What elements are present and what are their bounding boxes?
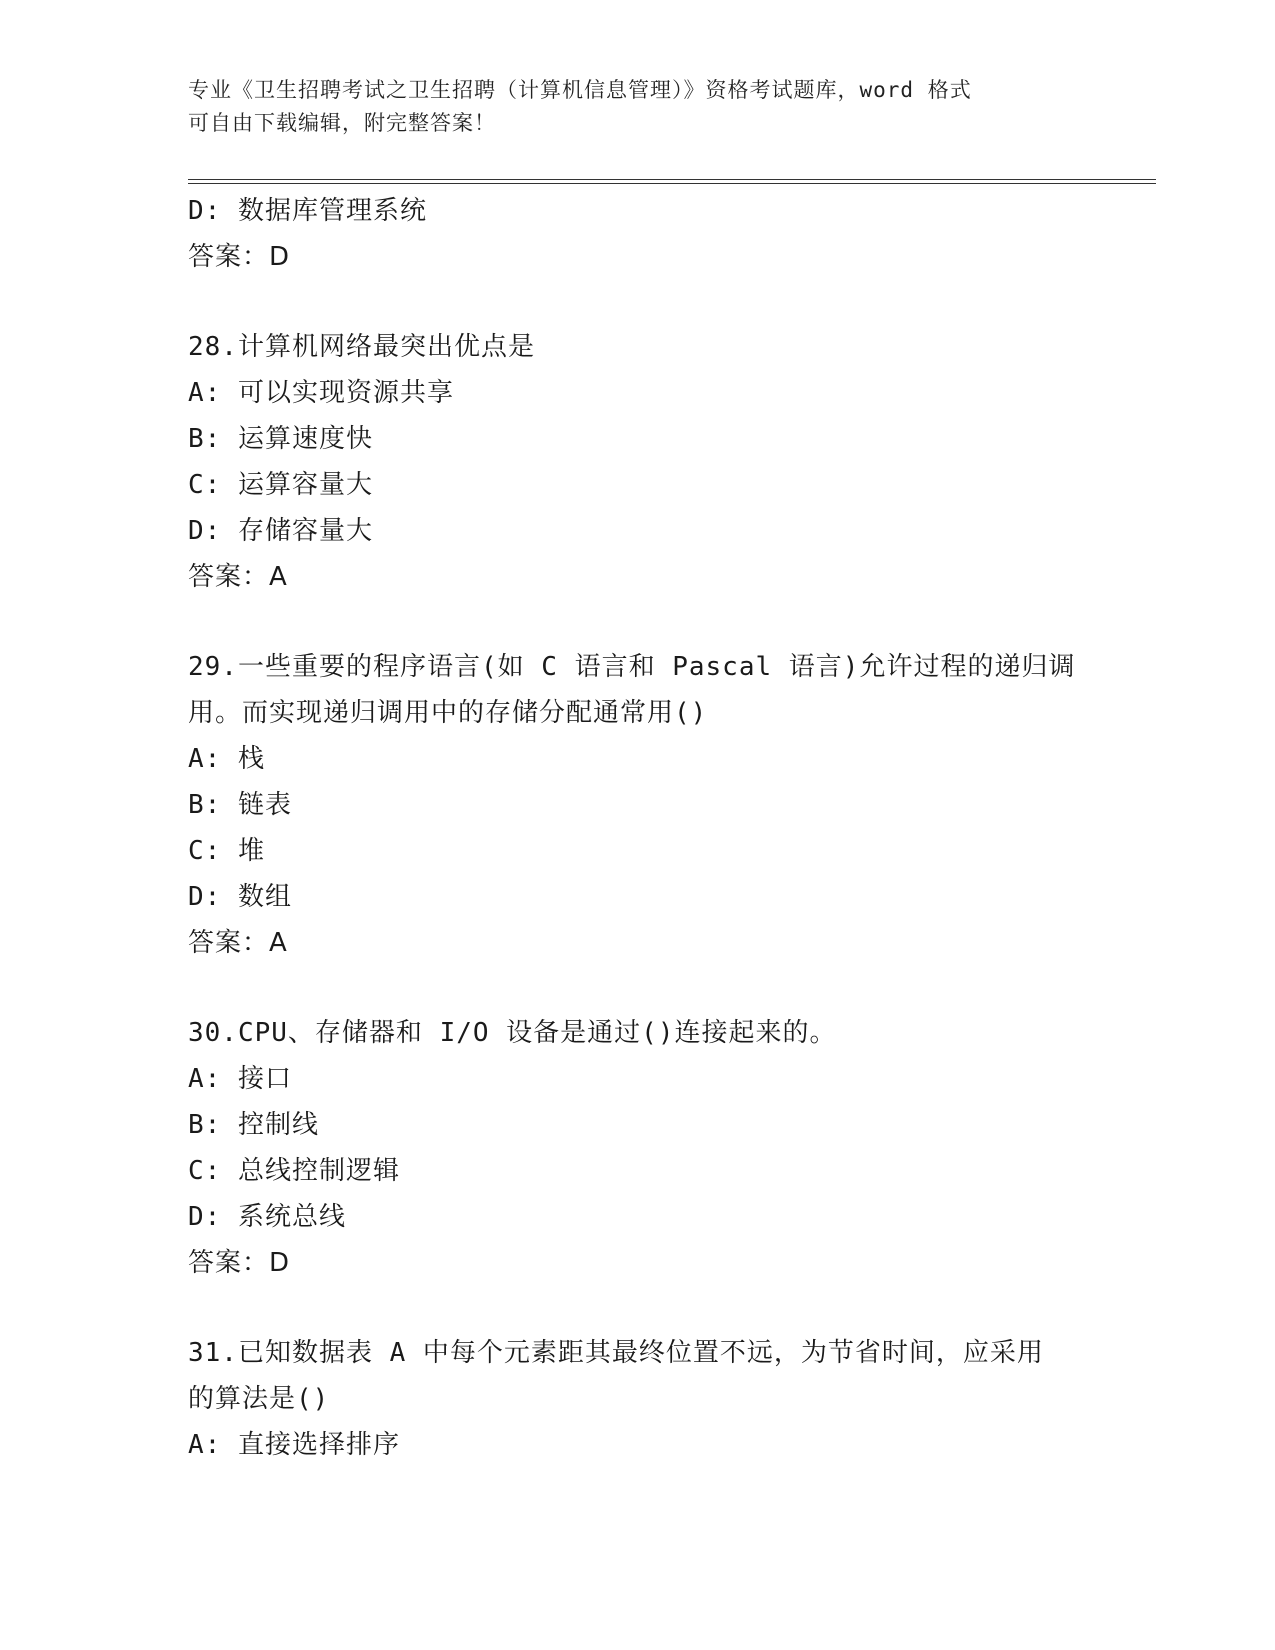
option-c: C: 堆: [188, 836, 265, 866]
option-a: A: 栈: [188, 744, 265, 774]
answer-text: 答案：A: [188, 562, 288, 592]
question-stem: 30.CPU、存储器和 I/O 设备是通过()连接起来的。: [188, 1018, 837, 1048]
option-d: D: 数据库管理系统: [188, 196, 427, 226]
option-a: A: 接口: [188, 1064, 292, 1094]
option-b: B: 运算速度快: [188, 424, 373, 454]
question-gap: [188, 280, 1088, 324]
option-a: A: 直接选择排序: [188, 1430, 400, 1460]
option-b: B: 链表: [188, 790, 292, 820]
header-line-2: 可自由下载编辑，附完整答案！: [188, 111, 496, 135]
option-b: B: 控制线: [188, 1110, 319, 1140]
question-gap: [188, 600, 1088, 644]
header-divider: [188, 179, 1156, 184]
answer-text: 答案：D: [188, 1248, 291, 1278]
question-gap: [188, 966, 1088, 1010]
question-list: [188, 188, 1088, 1468]
option-d: D: 系统总线: [188, 1202, 346, 1232]
question-stem: 28.计算机网络最突出优点是: [188, 332, 535, 362]
option-c: C: 运算容量大: [188, 470, 373, 500]
option-d: D: 数组: [188, 882, 292, 912]
question-stem: 31.已知数据表 A 中每个元素距其最终位置不远，为节省时间，应采用: [188, 1338, 1044, 1368]
question-stem-continued: 的算法是(): [188, 1384, 330, 1414]
answer-text: 答案：D: [188, 242, 291, 272]
option-d: D: 存储容量大: [188, 516, 373, 546]
answer-text: 答案：A: [188, 928, 288, 958]
header-line-1: 专业《卫生招聘考试之卫生招聘（计算机信息管理）》资格考试题库，word 格式: [188, 78, 972, 102]
question-gap: [188, 1286, 1088, 1330]
document-header: [188, 74, 1068, 140]
question-stem-continued: 用。而实现递归调用中的存储分配通常用(): [188, 698, 708, 728]
option-a: A: 可以实现资源共享: [188, 378, 454, 408]
question-stem: 29.一些重要的程序语言(如 C 语言和 Pascal 语言)允许过程的递归调: [188, 652, 1076, 682]
option-c: C: 总线控制逻辑: [188, 1156, 400, 1186]
